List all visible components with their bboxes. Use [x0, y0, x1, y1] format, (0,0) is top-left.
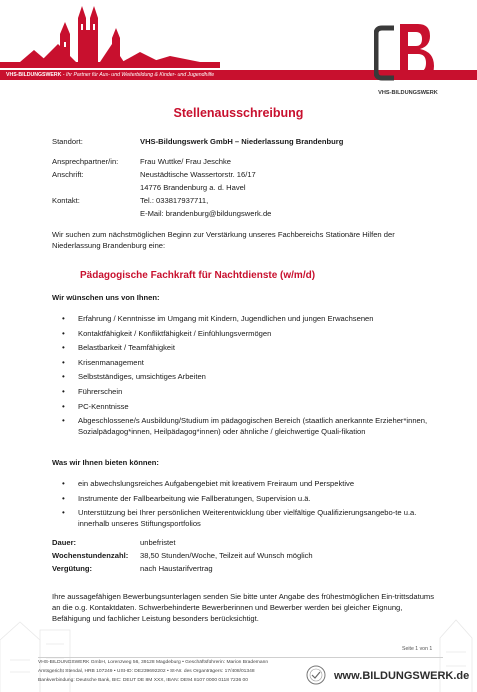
list-item: • Kontaktfähigkeit / Konfliktfähigkeit / Einfühlungsvermögen — [52, 328, 447, 339]
footer-bank-line: Bankverbindung: Deutsche Bank, BIC: DEUT DE 8M XXX, IBAN: DE94 8107 0000 0118 7236 00 — [38, 678, 248, 683]
stunden-label: Wochenstundenzahl: — [52, 551, 129, 560]
closing-paragraph: Ihre aussagefähigen Bewerbungsunterlagen senden Sie bitte unter Angabe des frühestmöglichen Ein-trittsdatums an die o.g. Kontaktdaten. Schwerbehinderte Bewerberinnen und Bewerber werden bei gleicher Eignung, Befähigung und fachlicher Leistung besonders berücksichtigt. — [52, 592, 435, 623]
list-item: • ein abwechslungsreiches Aufgabengebiet mit kreativem Freiraum und Perspektive — [52, 478, 447, 489]
list-item: • Krisenmanagement — [52, 357, 447, 368]
ansprechpartner-label: Ansprechpartner/in: — [52, 157, 119, 166]
list-item: • Abgeschlossene/s Ausbildung/Studium im pädagogischen Bereich (staatlich anerkannte Erzieher*innen, Sozialpädagog*innen, Heilpädagog*innen) oder ähnliche / gleichwertige Quali-fikation — [52, 415, 447, 437]
standort-label: Standort: — [52, 137, 83, 146]
page-number: Seite 1 von 1 — [402, 646, 433, 652]
kontakt-label: Kontakt: — [52, 196, 80, 205]
verguetung-label: Vergütung: — [52, 564, 93, 573]
list-item: • PC-Kenntnisse — [52, 401, 447, 412]
anschrift-street: Neustädtische Wassertorstr. 16/17 — [140, 170, 256, 179]
anschrift-city: 14776 Brandenburg a. d. Havel — [140, 183, 246, 192]
dauer-label: Dauer: — [52, 538, 77, 547]
list-item: • Belastbarkeit / Teamfähigkeit — [52, 342, 447, 353]
ansprechpartner-value: Frau Wuttke/ Frau Jeschke — [140, 157, 232, 166]
page-title: Stellenausschreibung — [173, 106, 304, 120]
stunden-value: 38,50 Stunden/Woche, Teilzeit auf Wunsch möglich — [140, 551, 313, 560]
footer-company-line: VHS-BILDUNGSWERK GmbH, Lorenzweg 56, 39128 Magdeburg • Geschäftsführerin: Marion Brademann — [38, 660, 269, 665]
offers-heading: Was wir Ihnen bieten können: — [52, 458, 159, 467]
list-item: • Führerschein — [52, 386, 447, 397]
wishes-list — [52, 313, 447, 441]
list-item: • Selbstständiges, umsichtiges Arbeiten — [52, 371, 447, 382]
standort-value: VHS-Bildungswerk GmbH – Niederlassung Brandenburg — [140, 137, 344, 146]
anschrift-label: Anschrift: — [52, 170, 84, 179]
city-skyline-graphic — [0, 4, 220, 68]
kontakt-phone: Tel.: 033817937711, — [140, 196, 209, 205]
verguetung-value: nach Haustarifvertrag — [140, 564, 213, 573]
position-title: Pädagogische Fachkraft für Nachtdienste (w/m/d) — [80, 270, 316, 281]
kontakt-email[interactable]: E-Mail: brandenburg@bildungswerk.de — [140, 209, 272, 218]
list-item: • Unterstützung bei Ihrer persönlichen Weiterentwicklung über vielfältige Qualifizierungsangebo-te u.a. innerhalb unseres Stiftungsportfolios — [52, 507, 447, 529]
dauer-value: unbefristet — [140, 538, 176, 547]
list-item: • Instrumente der Fallbearbeitung wie Fallberatungen, Supervision u.ä. — [52, 493, 447, 504]
footer-divider — [38, 657, 443, 658]
website-link[interactable]: www.BILDUNGSWERK.de — [334, 670, 470, 682]
list-item: • Erfahrung / Kenntnisse im Umgang mit Kindern, Jugendlichen und jungen Erwachsenen — [52, 313, 447, 324]
intro-paragraph: Wir suchen zum nächstmöglichen Beginn zur Verstärkung unseres Fachbereichs Stationäre Hilfen der Niederlassung Brandenburg eine: — [52, 230, 395, 250]
footer-register-line: Amtsgericht Stendal, HRB 107249 • USt-ID: DE239692202 • St-Nr. des Organträgers: 17/408/01348 — [38, 669, 255, 674]
vhs-logo-icon — [374, 22, 438, 84]
wishes-heading: Wir wünschen uns von Ihnen: — [52, 293, 160, 302]
offers-list — [52, 478, 447, 533]
header-banner-text: VHS-BILDUNGSWERK - Ihr Partner für Aus- und Weiterbildung & Kinder- und Jugendhilfe — [6, 72, 215, 78]
logo-wordmark: VHS-BILDUNGSWERK — [378, 90, 438, 96]
certification-seal-icon — [306, 665, 326, 685]
